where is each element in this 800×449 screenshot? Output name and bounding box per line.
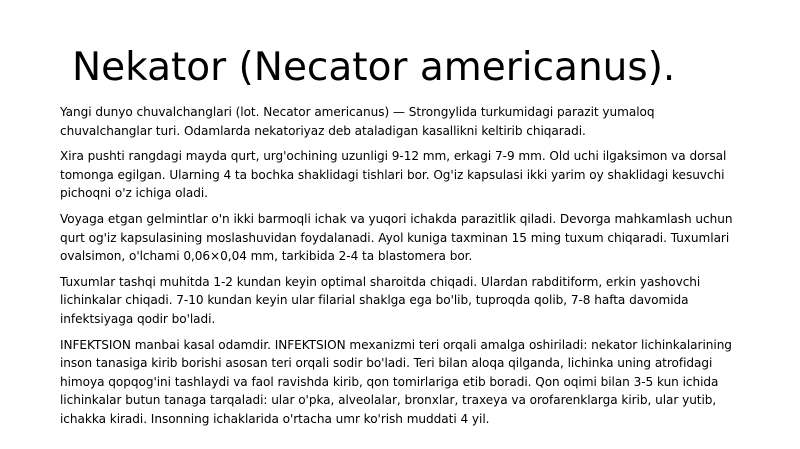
paragraph-morphology: Xira pushti rangdagi mayda qurt, urg'ochining uzunligi 9-12 mm, erkagi 7-9 mm. Old uchi ilgaksimon va dorsal tomonga egilgan. Ularning 4 ta bochka shaklidagi tishlari bor. Og'iz kapsulasi ikki yarim oy shaklidagi kesuvchi pichoqni o'z ichiga oladi. (60, 149, 727, 201)
slide-body (60, 103, 742, 436)
slide-title: Nekator (Necator americanus). (72, 45, 676, 90)
paragraph-development: Tuxumlar tashqi muhitda 1-2 kundan keyin optimal sharoitda chiqadi. Ulardan rabditiform, erkin yashovchi lichinkalar chiqadi. 7-10 kundan keyin ular filarial shaklga ega bo'lib, tuproqda qolib, 7-8 hafta davomida infektsiyaga qodir bo'ladi. (60, 274, 701, 326)
paragraph-intro: Yangi dunyo chuvalchanglari (lot. Necator americanus) — Strongylida turkumidagi parazit yumaloq chuvalchanglar turi. Odamlarda nekatoriyaz deb ataladigan kasallikni keltirib chiqaradi. (60, 105, 655, 138)
paragraph-parasitism: Voyaga etgan gelmintlar o'n ikki barmoqli ichak va yuqori ichakda parazitlik qiladi. Devorga mahkamlash uchun qurt og'iz kapsulasining moslashuvidan foydalanadi. Ayol kuniga taxminan 15 ming tuxum chiqaradi. Tuxumlari ovalsimon, o'lchami 0,06×0,04 mm, tarkibida 2-4 ta blastomera bor. (60, 211, 733, 264)
paragraph-infection: INFEKTSION manbai kasal odamdir. INFEKTSION mexanizmi teri orqali amalga oshiriladi: nekator lichinkalarining inson tanasiga kirib borishi asosan teri orqali sodir bo'ladi. Teri bilan aloqa qilganda, lichinka uning atrofidagi himoya qopqog'ini tashlaydi va faol ravishda kirib, qon tomirlariga etib boradi. Qon oqimi bilan 3-5 kun ichida lichinkalar butun tanaga tarqaladi: ular o'pka, alveolalar, bronxlar, traxeya va orofarenklarga kirib, ular yutib, ichakka kiradi. Insonning ichaklarida o'rtacha umr ko'rish muddati 4 yil. (60, 337, 732, 426)
